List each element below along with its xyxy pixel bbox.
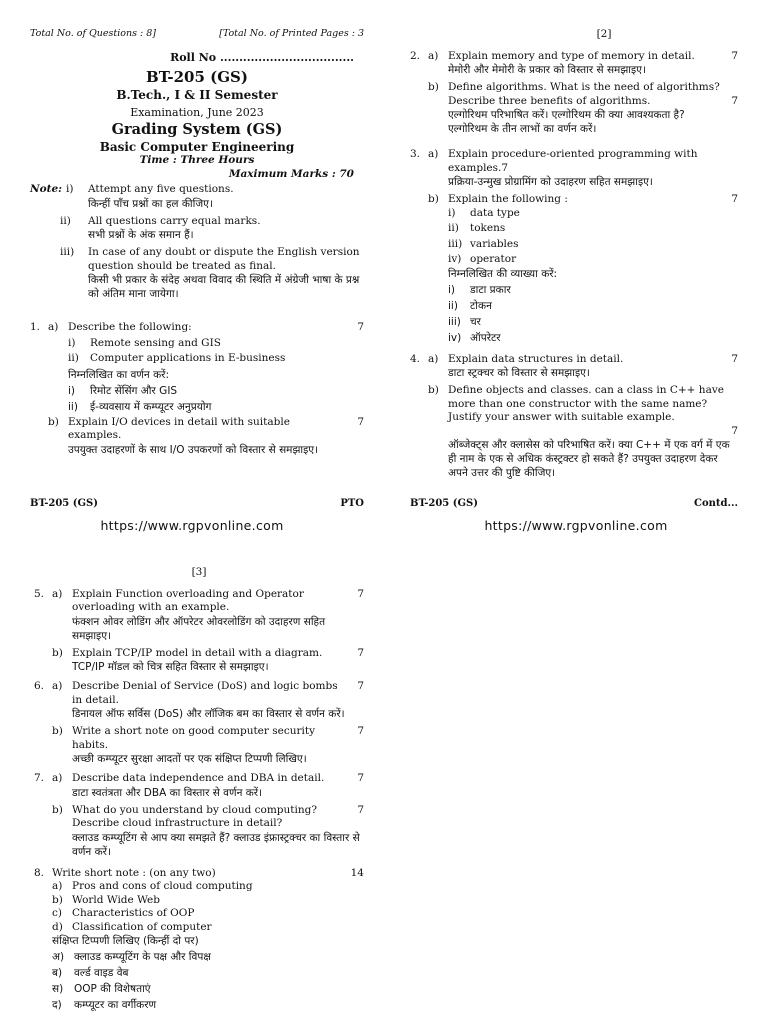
page-2-footer: BT-205 (GS) Contd... [410, 498, 738, 509]
max-marks: Maximum Marks : 70 [228, 167, 354, 180]
q3b-hindi-item-1: i) डाटा प्रकार [448, 283, 511, 296]
question-6b: b) Write a short note on good computer security habits. 7 [52, 725, 364, 751]
question-1b: b) Explain I/O devices in detail with suitable examples. 7 [48, 415, 364, 441]
question-7b: b) What do you understand by cloud computing? Describe cloud infrastructure in detail? 7 [52, 803, 364, 829]
question-5b: b) Explain TCP/IP model in detail with a diagram. 7 [52, 646, 364, 659]
q1a-hindi-item-1: i) रिमोट सेंसिंग और GIS [68, 384, 178, 397]
roll-no: Roll No ................................... [170, 51, 354, 64]
page-1 [0, 0, 384, 540]
page-3 [0, 556, 384, 1024]
question-1a: 1. a) Describe the following: 7 [30, 321, 364, 333]
q5a-hindi: फंक्शन ओवर लोडिंग और ऑपरेटर ओवरलोडिंग को उदाहरण सहित समझाइए। [72, 615, 326, 642]
exam-session: Examination, June 2023 [130, 106, 264, 119]
total-pages: [Total No. of Printed Pages : 3 [219, 28, 364, 39]
q6b-hindi: अच्छी कम्प्यूटर सुरक्षा आदतों पर एक संक्षिप्त टिप्पणी लिखिए। [72, 753, 307, 765]
note-1: Note: i) Attempt any five questions. किन्हीं पाँच प्रश्नों का हल कीजिए। [30, 183, 234, 210]
q1a-item-1: i) Remote sensing and GIS [68, 336, 221, 349]
note-label: Note: [30, 183, 63, 195]
q5b-hindi: TCP/IP मॉडल को चित्र सहित विस्तार से समझाइए। [72, 661, 269, 673]
note-2: ii) All questions carry equal marks. सभी प्रश्नों के अंक समान हैं। [60, 214, 261, 241]
q3b-item-3: iii) variables [448, 237, 519, 250]
q8-item-d: d) Classification of computer [52, 920, 212, 933]
page-2 [384, 0, 768, 540]
q3b-hindi-item-4: iv) ऑपरेटर [448, 331, 501, 344]
q6a-hindi: डिनायल ऑफ सर्विस (DoS) और लॉजिक बम का विस्तार से वर्णन करें। [72, 708, 345, 720]
q8-hindi-item-d: द) कम्प्यूटर का वर्गीकरण [52, 999, 157, 1011]
q7b-hindi: क्लाउड कम्प्यूटिंग से आप क्या समझते हैं? क्लाउड इंफ्रास्ट्रक्चर का विस्तार से वर्णन करें। [72, 831, 360, 858]
question-4b: b) Define objects and classes. can a class in C++ have more than one constructor with the same name? Justify your answer with suitable example. 7 ऑब्जेक्ट्स और क्लासेस को परिभाषित करें। क्या C++ में एक वर्ग में एक ही नाम के एक से अधिक कंस्ट्रक्टर हो सकते हैं? उपयुक्त उदाहरण देकर अपने उत्तर की पुष्टि कीजिए। [428, 384, 738, 479]
question-7a: 7. a) Describe data independence and DBA in detail. 7 [34, 772, 364, 784]
q3b-item-1: i) data type [448, 206, 520, 219]
q4a-hindi: डाटा स्ट्रक्चर को विस्तार से समझाइए। [448, 367, 590, 379]
page-1-url: https://www.rgpvonline.com [100, 518, 284, 533]
question-3a: 3. a) Explain procedure-oriented programming with examples.7 [410, 148, 698, 174]
exam-time: Time : Three Hours [139, 154, 255, 166]
page-3-number: [3] [191, 566, 207, 578]
q1b-hindi: उपयुक्त उदाहरणों के साथ I/O उपकरणों को विस्तार से समझाइए। [68, 443, 319, 456]
page-1-footer: BT-205 (GS) PTO [30, 498, 364, 509]
q3b-hindi-item-3: iii) चर [448, 315, 481, 328]
q8-hindi-item-a: अ) क्लाउड कम्प्यूटिंग के पक्ष और विपक्ष [52, 951, 211, 963]
q8-item-b: b) World Wide Web [52, 893, 160, 906]
q2a-hindi: मेमोरी और मेमोरी के प्रकार को विस्तार से समझाइए। [448, 64, 646, 76]
q3b-item-4: iv) operator [448, 253, 517, 265]
q8-item-c: c) Characteristics of OOP [52, 907, 195, 919]
page-2-url: https://www.rgpvonline.com [484, 518, 668, 533]
q3b-hindi: निम्नलिखित की व्याख्या करें: [448, 267, 558, 280]
page-header [30, 28, 364, 39]
q8-hindi-item-b: ब) वर्ल्ड वाइड वेब [52, 967, 129, 979]
question-8: 8. Write short note : (on any two) 14 [34, 866, 364, 879]
q8-hindi-item-c: स) OOP की विशेषताएं [52, 983, 151, 995]
question-3b: b) Explain the following : 7 [428, 193, 738, 205]
question-4a: 4. a) Explain data structures in detail. 7 [410, 352, 738, 365]
q8-hindi: संक्षिप्त टिप्पणी लिखिए (किन्हीं दो पर) [52, 935, 199, 947]
subject-title: Basic Computer Engineering [99, 140, 295, 154]
program: B.Tech., I & II Semester [116, 88, 278, 102]
question-2b: b) Define algorithms. What is the need of algorithms? Describe three benefits of algorithms. 7 एल्गोरिथम परिभाषित करें। एल्गोरिथम की क्या आवश्यकता है? एल्गोरिथम के तीन लाभों का वर्णन करें। [428, 81, 738, 135]
q3a-hindi: प्रक्रिया-उन्मुख प्रोग्रामिंग को उदाहरण सहित समझाइए। [448, 176, 653, 188]
total-questions: Total No. of Questions : 8] [30, 28, 156, 39]
note-3: iii) In case of any doubt or dispute the English version question should be treated as final. किसी भी प्रकार के संदेह अथवा विवाद की स्थिति में अंग्रेजी भाषा के प्रश्न को अंतिम माना जायेगा। [60, 246, 360, 300]
question-6a: 6. a) Describe Denial of Service (DoS) and logic bombs in detail. 7 [34, 680, 364, 706]
q3b-item-2: ii) tokens [448, 222, 506, 234]
q3b-hindi-item-2: ii) टोकन [448, 299, 492, 312]
question-5a: 5. a) Explain Function overloading and Operator overloading with an example. 7 [34, 587, 364, 613]
q8-item-a: a) Pros and cons of cloud computing [52, 880, 253, 892]
grading-system: Grading System (GS) [111, 121, 283, 138]
q1a-hindi: निम्नलिखित का वर्णन करें: [68, 368, 169, 381]
paper-code: BT-205 (GS) [146, 68, 248, 86]
q7a-hindi: डाटा स्वतंत्रता और DBA का विस्तार से वर्णन करें। [72, 786, 263, 799]
page-2-number: [2] [596, 28, 612, 40]
q1a-item-2: ii) Computer applications in E-business [68, 352, 286, 364]
q1a-hindi-item-2: ii) ई-व्यवसाय में कम्प्यूटर अनुप्रयोग [68, 400, 212, 413]
question-2a: 2. a) Explain memory and type of memory in detail. 7 [410, 49, 738, 62]
